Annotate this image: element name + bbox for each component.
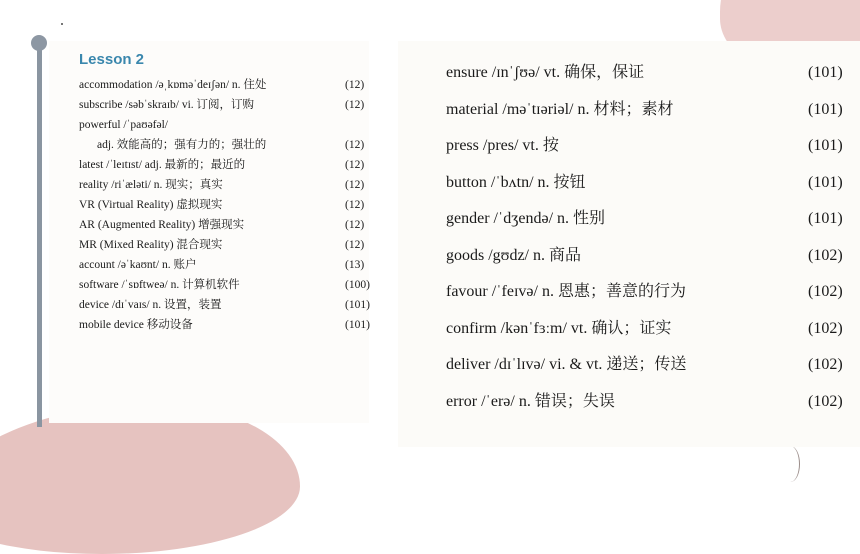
vocab-entry <box>446 384 860 421</box>
lesson-title: Lesson 2 <box>79 51 145 68</box>
vocab-entry <box>79 215 369 235</box>
vocab-term: account /əˈkaʊnt/ n. 账户 <box>79 259 197 271</box>
page-reference: (101) <box>808 100 843 118</box>
vocab-term: deliver /dɪˈlɪvə/ vi. & vt. 递送；传送 <box>446 356 687 373</box>
decorative-curve <box>781 446 800 482</box>
vocab-term: powerful /ˈpaʊəfəl/ <box>79 119 169 131</box>
vocab-term: MR (Mixed Reality) 混合现实 <box>79 239 223 251</box>
vocab-term: gender /ˈdʒendə/ n. 性别 <box>446 210 606 227</box>
vocab-term: software /ˈsɒftweə/ n. 计算机软件 <box>79 279 240 291</box>
page-reference: (102) <box>808 246 843 264</box>
vocab-term: accommodation /əˌkɒməˈdeɪʃən/ n. 住处 <box>79 79 267 91</box>
vocab-entry <box>79 115 369 135</box>
page-reference: (102) <box>808 392 843 410</box>
vocab-term: latest /ˈleɪtɪst/ adj. 最新的；最近的 <box>79 159 246 171</box>
page-reference: (101) <box>808 173 843 191</box>
page-reference: (12) <box>345 199 365 211</box>
decorative-blob-bottom-left <box>0 404 300 554</box>
vocab-term: VR (Virtual Reality) 虚拟现实 <box>79 199 223 211</box>
vocab-entry <box>79 175 369 195</box>
vocab-entry <box>79 315 369 335</box>
vocab-term: mobile device 移动设备 <box>79 319 193 331</box>
vocab-entry <box>79 155 369 175</box>
vocab-term: reality /riˈæləti/ n. 现实；真实 <box>79 179 223 191</box>
page-reference: (102) <box>808 283 843 300</box>
page-reference: (12) <box>345 179 365 191</box>
vocab-entry <box>79 135 369 155</box>
vocab-term: goods /gʊdz/ n. 商品 <box>446 246 582 264</box>
page-reference: (12) <box>345 159 365 171</box>
page-reference: (101) <box>345 299 370 311</box>
vocab-panel-right <box>398 41 860 447</box>
vocab-entry <box>79 95 369 115</box>
vocab-list-right <box>446 55 860 420</box>
vocab-term: material /məˈtɪəriəl/ n. 材料；素材 <box>446 100 674 118</box>
page-reference: (13) <box>345 259 365 271</box>
vocab-term: device /dɪˈvaɪs/ n. 设置，装置 <box>79 299 222 311</box>
vocab-entry <box>446 311 860 348</box>
page-reference: (101) <box>808 64 843 81</box>
vocab-term: favour /ˈfeɪvə/ n. 恩惠；善意的行为 <box>446 283 686 300</box>
vocab-entry <box>446 128 860 165</box>
page-reference: (12) <box>345 219 365 231</box>
page-reference: (101) <box>808 137 843 154</box>
page-reference: (102) <box>808 319 843 337</box>
vocab-panel-left <box>49 41 369 423</box>
page-reference: (101) <box>345 319 370 331</box>
page-reference: (100) <box>345 279 370 291</box>
vocab-entry <box>79 235 369 255</box>
vocab-term: press /pres/ vt. 按 <box>446 137 559 154</box>
accent-dot <box>31 35 47 51</box>
vocab-entry <box>446 92 860 129</box>
page-reference: (12) <box>345 239 365 251</box>
vocab-entry <box>446 274 860 311</box>
vocab-term: ensure /ɪnˈʃʊə/ vt. 确保，保证 <box>446 64 645 81</box>
decorative-speck <box>61 23 63 25</box>
page-reference: (102) <box>808 356 843 373</box>
accent-bar <box>37 42 42 427</box>
vocab-term: button /ˈbʌtn/ n. 按钮 <box>446 173 586 191</box>
vocab-entry <box>446 347 860 384</box>
vocab-entry <box>79 295 369 315</box>
vocab-term: confirm /kənˈfɜːm/ vt. 确认；证实 <box>446 319 672 337</box>
vocab-entry <box>79 275 369 295</box>
page-reference: (101) <box>808 210 843 227</box>
vocab-term: adj. 效能高的；强有力的；强壮的 <box>97 139 267 151</box>
vocab-entry <box>446 201 860 238</box>
page-reference: (12) <box>345 79 365 91</box>
vocab-entry <box>79 195 369 215</box>
vocab-entry <box>446 165 860 202</box>
page-reference: (12) <box>345 139 365 151</box>
vocab-term: error /ˈerə/ n. 错误；失误 <box>446 392 615 410</box>
vocab-entry <box>446 55 860 92</box>
vocab-entry <box>79 75 369 95</box>
page-reference: (12) <box>345 99 365 111</box>
vocab-term: subscribe /səbˈskraɪb/ vi. 订阅，订购 <box>79 99 255 111</box>
vocab-entry <box>79 255 369 275</box>
vocab-entry <box>446 238 860 275</box>
vocab-list-left <box>79 75 369 335</box>
vocab-term: AR (Augmented Reality) 增强现实 <box>79 219 245 231</box>
